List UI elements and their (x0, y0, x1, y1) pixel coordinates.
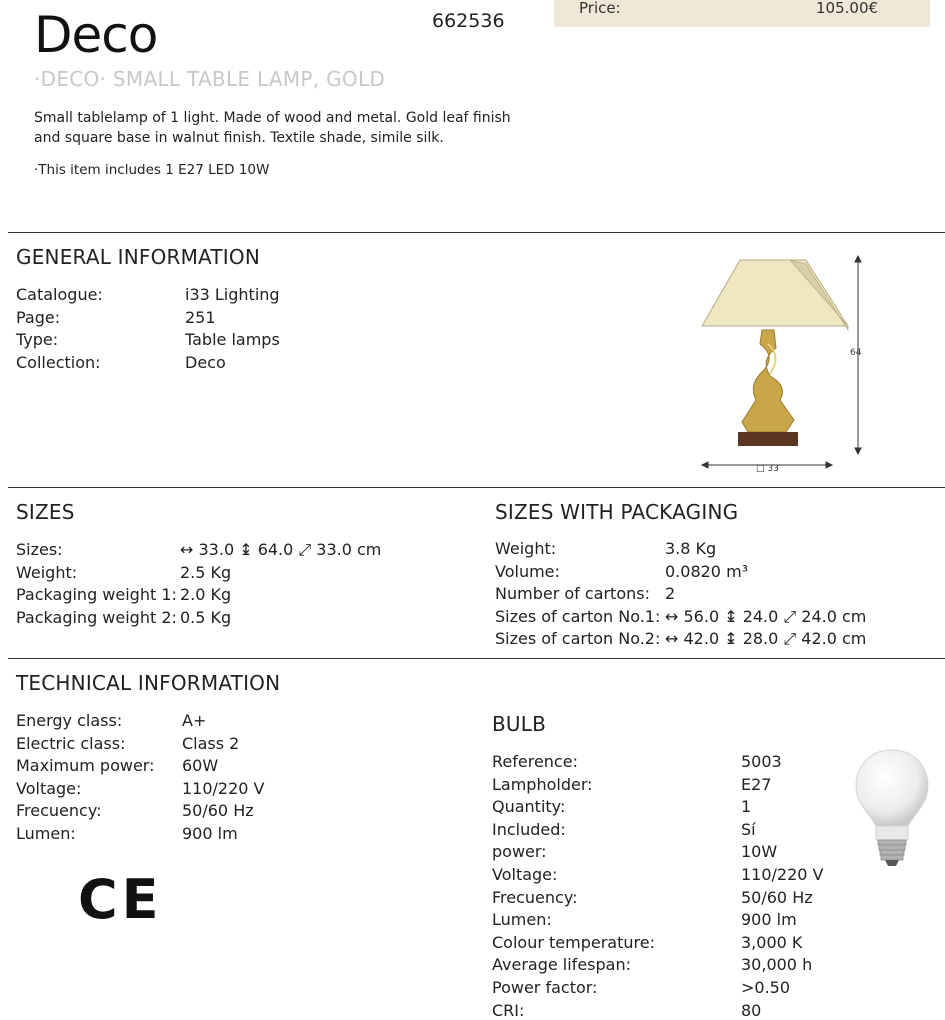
row-label: Page: (16, 307, 61, 327)
row-value: i33 Lighting (185, 285, 280, 304)
row-value: 80 (741, 1000, 762, 1020)
row-value: Deco (185, 352, 226, 372)
price-bar (554, 0, 930, 27)
bulb-image (852, 748, 932, 888)
row-value: 10W (741, 842, 778, 862)
packaging-title: SIZES WITH PACKAGING (495, 500, 739, 524)
row-label: Quantity: (492, 797, 566, 817)
row-label: Weight: (495, 539, 557, 558)
divider (8, 658, 945, 659)
row-value: 30,000 h (741, 955, 813, 975)
row-label: Colour temperature: (492, 932, 655, 952)
row-value: >0.50 (741, 978, 791, 997)
row-label: Included: (492, 819, 566, 839)
row-value: 900 lm (741, 910, 797, 930)
divider (8, 487, 945, 488)
row-value: 0.0820 m³ (665, 561, 749, 581)
row-value: Sí (741, 819, 756, 839)
row-value: 110/220 V (741, 865, 824, 884)
row-label: CRI: (492, 1000, 525, 1020)
row-label: Lumen: (16, 823, 76, 843)
row-label: Lampholder: (492, 774, 593, 794)
row-value: 50/60 Hz (741, 887, 813, 907)
row-label: Power factor: (492, 978, 598, 997)
row-value: Table lamps (185, 330, 280, 349)
row-label: Frecuency: (16, 801, 102, 820)
row-value: 3.8 Kg (665, 539, 717, 558)
row-label: Packaging weight 1: (16, 585, 177, 604)
row-value: 900 lm (182, 823, 238, 843)
row-value: 2.5 Kg (180, 562, 232, 582)
lamp-base (738, 432, 798, 446)
lamp-body (742, 330, 794, 432)
row-value: 2 (665, 584, 676, 603)
row-value: 5003 (741, 752, 782, 771)
divider (8, 232, 945, 233)
includes-note: ·This item includes 1 E27 LED 10W (34, 162, 270, 178)
height-label: 64 (850, 348, 862, 358)
row-label: Weight: (16, 562, 78, 582)
row-label: Voltage: (16, 778, 82, 798)
product-subtitle: ·DECO· SMALL TABLE LAMP, GOLD (34, 67, 386, 91)
bulb-screw-base (878, 840, 906, 860)
row-label: Voltage: (492, 865, 558, 884)
row-value: 50/60 Hz (182, 801, 254, 820)
price-label: Price: (579, 0, 621, 17)
width-label: □ 33 (756, 464, 779, 474)
row-label: Energy class: (16, 711, 123, 730)
row-value: 1 (741, 797, 752, 817)
row-label: Sizes of carton No.1: (495, 606, 661, 626)
bulb-tip (885, 860, 899, 866)
row-label: Type: (16, 330, 59, 349)
bulb-title: BULB (492, 712, 547, 736)
row-label: Packaging weight 2: (16, 607, 177, 627)
row-label: Electric class: (16, 733, 126, 753)
row-value: 3,000 K (741, 932, 803, 952)
row-value: 110/220 V (182, 778, 265, 798)
row-label: Volume: (495, 561, 560, 581)
row-label: Frecuency: (492, 887, 578, 907)
row-value: ↔ 42.0 ↨ 28.0 ⤢ 42.0 cm (665, 629, 867, 648)
bulb-neck (876, 826, 908, 840)
row-label: Sizes: (16, 540, 63, 559)
row-value: 251 (185, 307, 216, 327)
row-value: 2.0 Kg (180, 585, 232, 604)
ce-mark-logo: CE (78, 868, 163, 931)
bulb-glass (856, 750, 928, 826)
row-value: 60W (182, 756, 219, 775)
product-title: Deco (34, 6, 158, 64)
row-label: Sizes of carton No.2: (495, 629, 661, 648)
row-value: 0.5 Kg (180, 607, 232, 627)
row-value: ↔ 56.0 ↨ 24.0 ⤢ 24.0 cm (665, 606, 867, 626)
row-label: Lumen: (492, 910, 552, 930)
row-value: E27 (741, 774, 772, 794)
product-description: Small tablelamp of 1 light. Made of wood and metal. Gold leaf finish and square base in walnut finish. Textile shade, simile silk. (34, 110, 511, 146)
lamp-drawing (690, 248, 880, 478)
row-value: ↔ 33.0 ↨ 64.0 ⤢ 33.0 cm (180, 540, 382, 559)
row-label: Maximum power: (16, 756, 155, 775)
row-label: Catalogue: (16, 285, 103, 304)
row-label: Collection: (16, 352, 101, 372)
general-info-title: GENERAL INFORMATION (16, 245, 261, 269)
price-value: 105.00€ (816, 0, 879, 17)
row-value: A+ (182, 711, 207, 730)
lamp-shade (702, 260, 848, 330)
row-value: Class 2 (182, 733, 240, 753)
row-label: Average lifespan: (492, 955, 631, 975)
row-label: Reference: (492, 752, 578, 771)
technical-info-title: TECHNICAL INFORMATION (16, 671, 281, 695)
product-reference: 662536 (432, 10, 505, 32)
sizes-title: SIZES (16, 500, 75, 524)
row-label: power: (492, 842, 547, 862)
row-label: Number of cartons: (495, 584, 650, 603)
